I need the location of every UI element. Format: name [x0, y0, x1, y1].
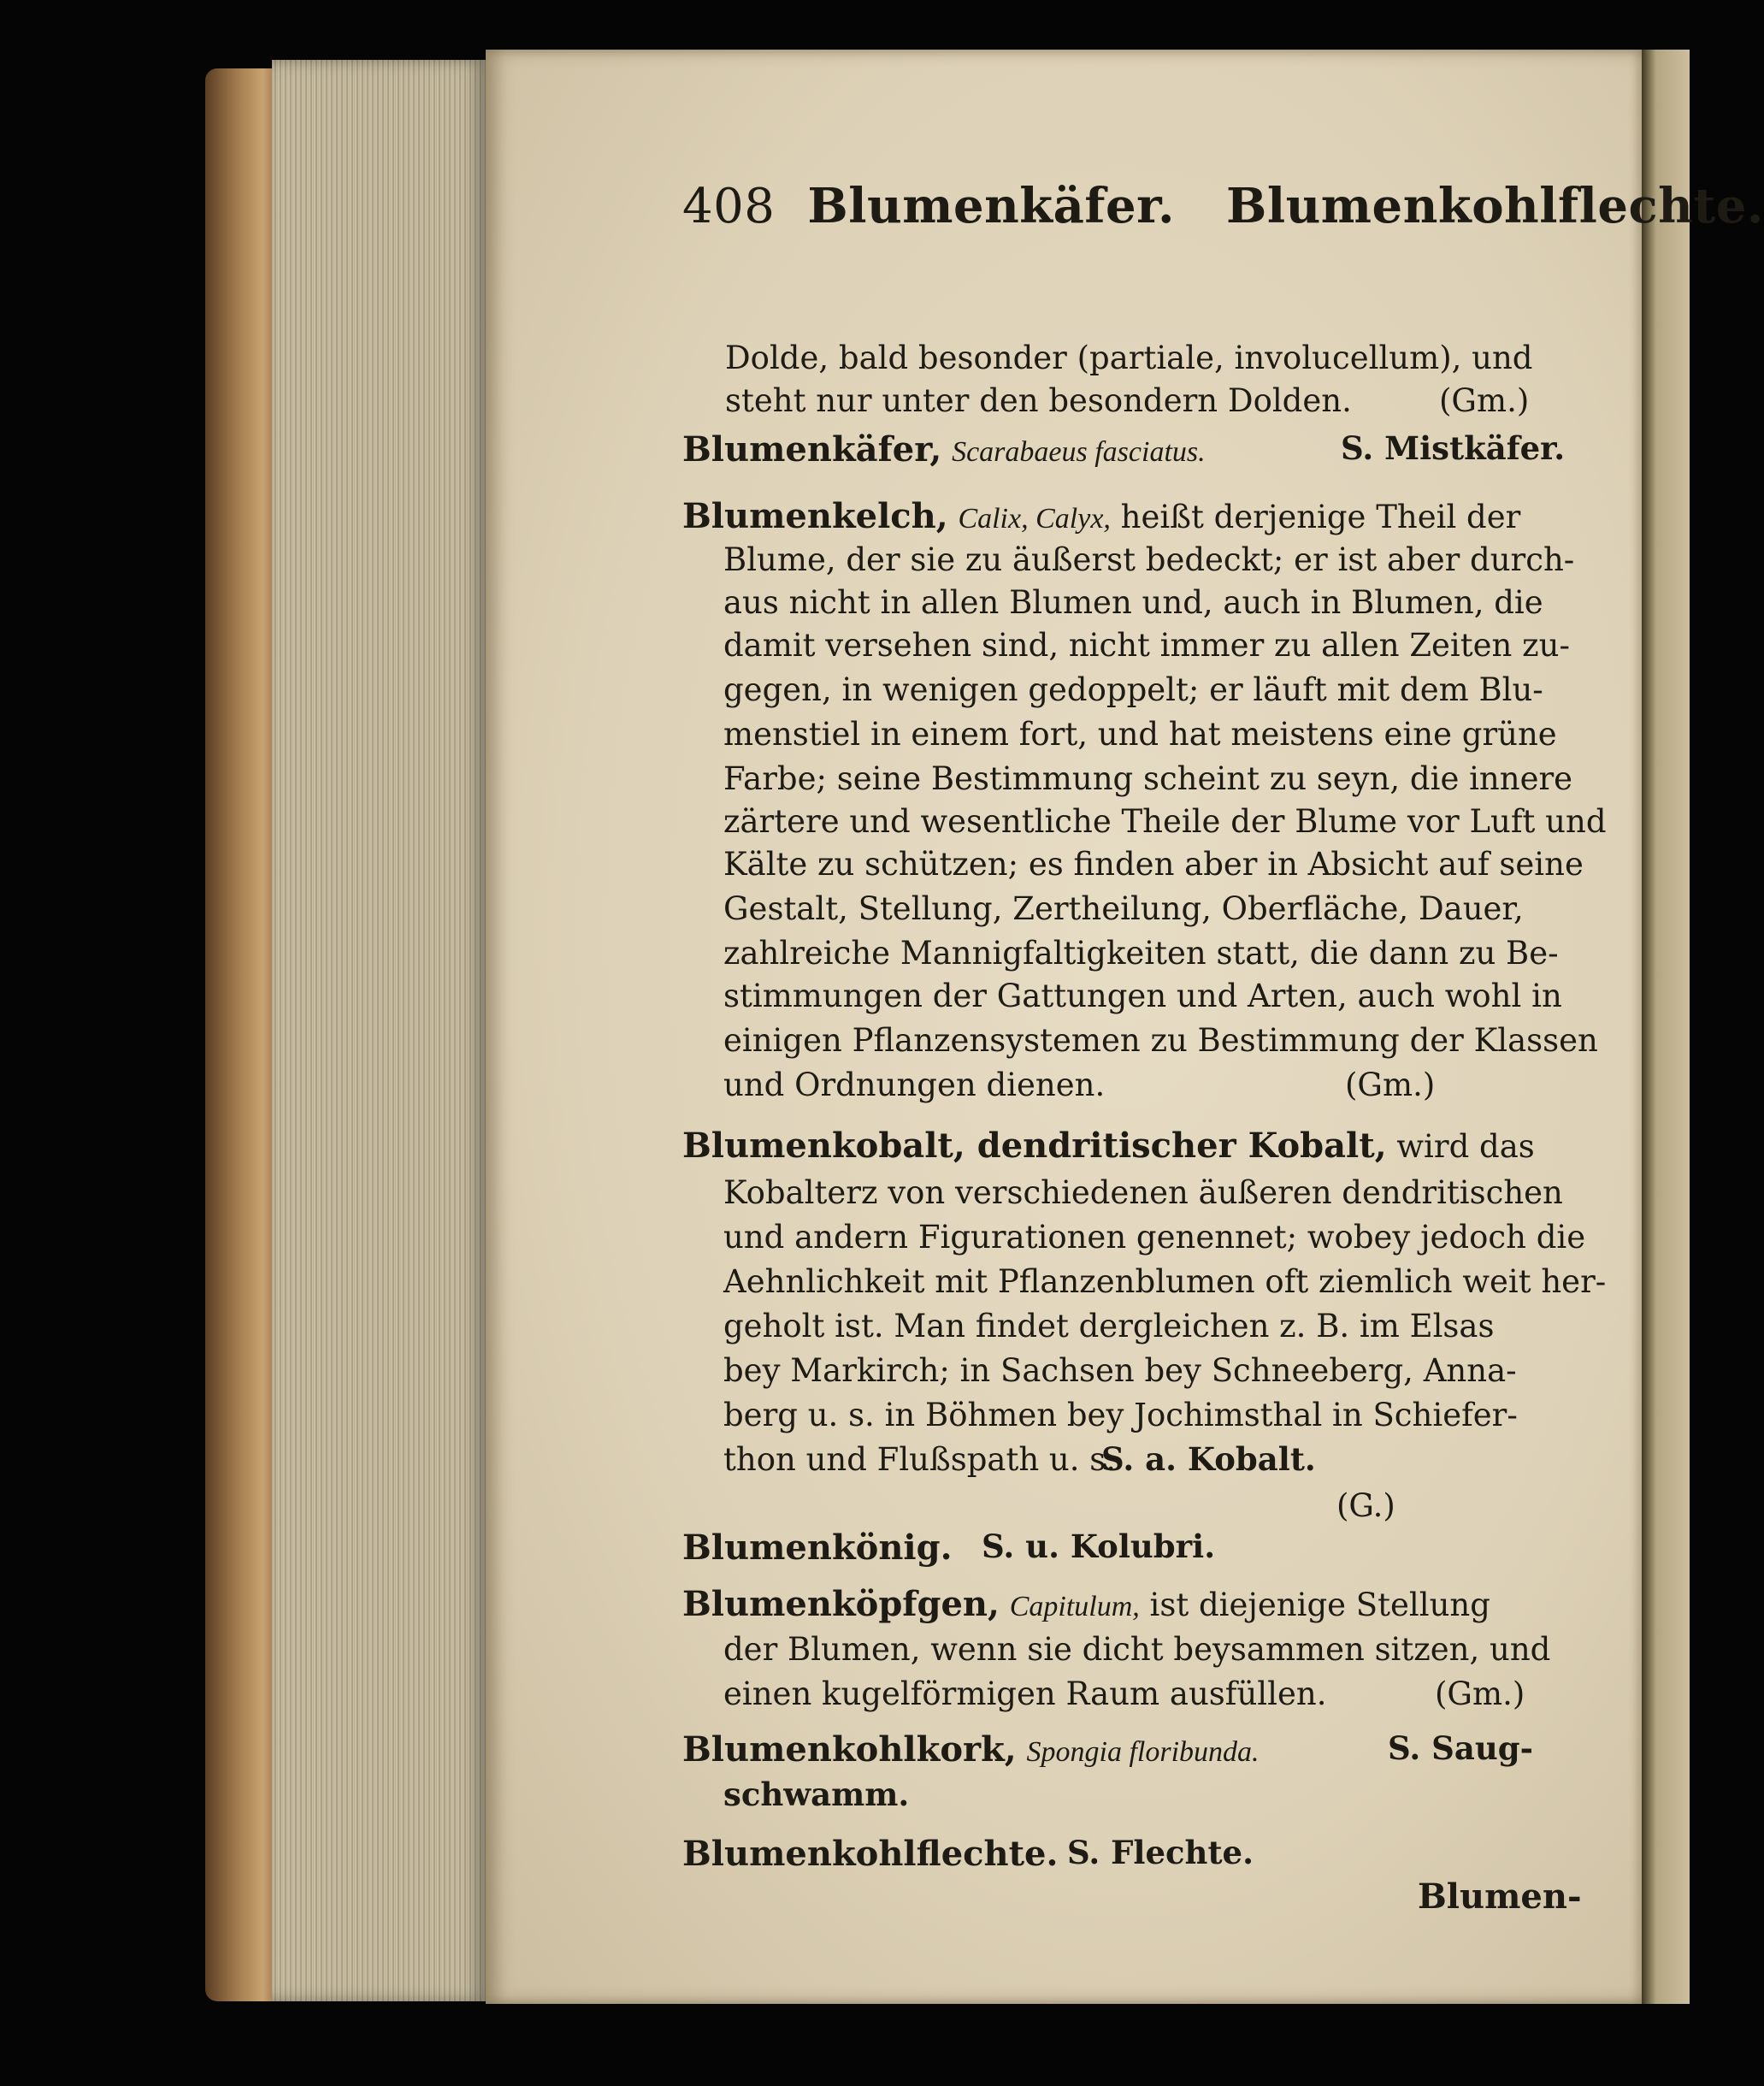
head-right-term: Blumenkohlflechte. [1225, 178, 1764, 234]
cross-reference: S. Saug- [1388, 1729, 1533, 1767]
text-line: Aehnlichkeit mit Pflanzenblumen oft ziemlich weit her- [723, 1263, 1607, 1300]
entry-blumenkobalt [682, 1126, 1535, 1166]
text-line: menstiel in einem fort, und hat meistens eine grüne [723, 716, 1557, 753]
text-line: Kobalterz von verschiedenen äußeren dendritischen [723, 1174, 1563, 1211]
text-line: Dolde, bald besonder (partiale, involucellum), und [725, 340, 1533, 376]
text-line: zahlreiche Mannigfaltigkeiten statt, die dann zu Be- [723, 935, 1559, 972]
headword: Blumenkobalt, dendritischer Kobalt, [682, 1126, 1387, 1166]
text-line: und Ordnungen dienen. [723, 1067, 1106, 1103]
text-line: geholt ist. Man findet dergleichen z. B. im Elsas [723, 1308, 1495, 1344]
headword: Blumenkönig. [682, 1528, 953, 1568]
entry-blumenkohlkork [682, 1729, 1260, 1770]
cross-reference: S. u. Kolubri. [982, 1528, 1216, 1565]
book-page [486, 50, 1764, 2004]
text-line: stimmungen der Gattungen und Arten, auch wohl in [723, 978, 1562, 1014]
text-line: bey Markirch; in Sachsen bey Schneeberg, Anna- [723, 1352, 1517, 1389]
headword: Blumenkohlkork, [682, 1729, 1017, 1770]
cross-reference: S. a. Kobalt. [1101, 1440, 1316, 1478]
author-mark: (Gm.) [1439, 382, 1530, 419]
text-line: thon und Flußspath u. s. [723, 1441, 1117, 1478]
text-line: gegen, in wenigen gedoppelt; er läuft mit dem Blu- [723, 671, 1543, 708]
text-line: einen kugelförmigen Raum ausfüllen. [723, 1675, 1327, 1712]
entry-blumenkaefer [682, 429, 1206, 470]
headword: Blumenkohlflechte. [682, 1834, 1059, 1874]
entry-blumenkoepfgen [682, 1584, 1490, 1624]
headword: Blumenkelch, [682, 496, 948, 536]
entry-blumenkoenig [682, 1528, 953, 1568]
text-line: einigen Pflanzensystemen zu Bestimmung der Klassen [723, 1022, 1598, 1059]
text-line: berg u. s. in Böhmen bey Jochimsthal in Schiefer- [723, 1397, 1518, 1433]
page-text [486, 50, 1764, 2004]
page-edges [272, 60, 486, 2001]
catchword: Blumen- [1418, 1876, 1582, 1917]
text-line: der Blumen, wenn sie dicht beysammen sitzen, und [723, 1631, 1551, 1668]
next-page-edge [1642, 50, 1690, 2004]
latin-term: Calix, Calyx, [958, 503, 1111, 535]
text-line: damit versehen sind, nicht immer zu allen Zeiten zu- [723, 627, 1570, 664]
text-line: und andern Figurationen genennet; wobey jedoch die [723, 1219, 1586, 1256]
headword: Blumenkäfer, [682, 429, 942, 470]
page-number: 408 [682, 179, 776, 234]
text-line: Gestalt, Stellung, Zertheilung, Oberfläche, Dauer, [723, 890, 1524, 927]
author-mark: (Gm.) [1435, 1675, 1525, 1712]
latin-term: Scarabaeus fasciatus. [952, 436, 1206, 468]
headword: Blumenköpfgen, [682, 1584, 1000, 1624]
head-left-term: Blumenkäfer. [807, 178, 1175, 234]
entry-text: ist diejenige Stellung [1149, 1587, 1490, 1623]
text-line: Kälte zu schützen; es finden aber in Absicht auf seine [723, 846, 1584, 883]
cross-reference-continued: schwamm. [723, 1776, 910, 1813]
text-line: Farbe; seine Bestimmung scheint zu seyn, die innere [723, 760, 1573, 797]
entry-blumenkelch [682, 496, 1521, 536]
text-line: aus nicht in allen Blumen und, auch in Blumen, die [723, 584, 1543, 621]
entry-text: wird das [1396, 1128, 1535, 1165]
latin-term: Capitulum, [1009, 1591, 1140, 1622]
book-cover-edge [205, 68, 282, 2001]
author-mark: (G.) [1336, 1487, 1395, 1524]
text-line: zärtere und wesentliche Theile der Blume vor Luft und [723, 803, 1607, 840]
text-line: Blume, der sie zu äußerst bedeckt; er ist aber durch- [723, 541, 1575, 578]
cross-reference: S. Mistkäfer. [1341, 429, 1566, 467]
latin-term: Spongia floribunda. [1026, 1736, 1260, 1768]
cross-reference: S. Flechte. [1067, 1834, 1254, 1871]
text-line: steht nur unter den besondern Dolden. [725, 382, 1352, 419]
entry-text: heißt derjenige Theil der [1120, 499, 1521, 535]
entry-blumenkohlflechte [682, 1834, 1059, 1874]
author-mark: (Gm.) [1345, 1067, 1436, 1103]
running-head [682, 178, 1764, 234]
